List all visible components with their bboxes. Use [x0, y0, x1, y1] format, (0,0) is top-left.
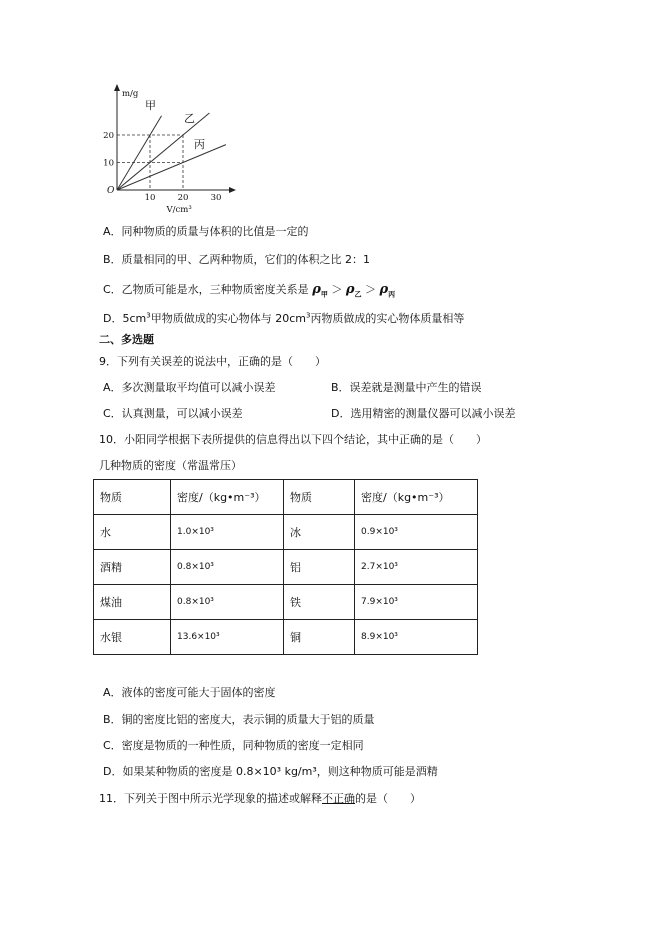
x-axis-arrow: [229, 187, 236, 193]
table-cell: 0.8×10³: [171, 550, 284, 585]
rho-bing: $\rho_丙$: [379, 282, 396, 299]
superscript-3: 3: [305, 311, 311, 320]
superscript-3: 3: [146, 311, 151, 320]
q9-option-b[interactable]: B．误差就是测量中产生的错误: [331, 381, 482, 394]
origin-label: O: [107, 186, 115, 196]
q8-option-c-text: C．乙物质可能是水，三种物质密度关系是: [103, 283, 309, 296]
table-row: [94, 550, 478, 585]
q11-stem-end: 的是（ ）: [355, 792, 421, 805]
q9-option-d[interactable]: D．选用精密的测量仪器可以减小误差: [331, 407, 516, 420]
x-tick-label: 10: [144, 193, 156, 203]
q8-option-b[interactable]: B．质量相同的甲、乙两种物质，它们的体积之比 2：1: [103, 253, 371, 266]
table-cell: 7.9×10³: [355, 585, 478, 620]
header-cell: 密度/（kg•m⁻³）: [171, 480, 284, 515]
q9-option-c[interactable]: C．认真测量，可以减小误差: [103, 407, 243, 420]
y-axis-label: m/g: [122, 89, 139, 99]
header-cell: 物质: [284, 480, 355, 515]
header-cell: 密度/（kg•m⁻³）: [355, 480, 478, 515]
q9-stem: 9．下列有关误差的说法中，正确的是（ ）: [99, 355, 326, 368]
q11-stem-underlined: 不正确: [322, 792, 355, 805]
graph-lines: [117, 113, 226, 190]
header-cell: 物质: [94, 480, 171, 515]
table-cell: 8.9×10³: [355, 620, 478, 655]
table-header-row: [94, 480, 478, 515]
q10-option-d[interactable]: D．如果某种物质的密度是 0.8×10³ kg/m³，则这种物质可能是酒精: [103, 765, 438, 778]
q8-option-d-part3: 丙物质做成的实心物体质量相等: [310, 312, 465, 325]
table-cell: 2.7×10³: [355, 550, 478, 585]
table-cell: 水: [94, 515, 171, 550]
q10-stem: 10．小阳同学根据下表所提供的信息得出以下四个结论，其中正确的是（ ）: [99, 433, 487, 446]
q10-option-b[interactable]: B．铜的密度比铝的密度大，表示铜的质量大于铝的质量: [103, 713, 375, 726]
q8-option-d-part2: 甲物质做成的实心物体与 20cm: [150, 312, 306, 325]
rho-yi: $\rho_乙$: [345, 282, 362, 299]
q9-option-a[interactable]: A．多次测量取平均值可以减小误差: [103, 381, 276, 394]
table-row: [94, 515, 478, 550]
q8-option-d[interactable]: [103, 312, 464, 326]
greater-than: ＞: [365, 283, 376, 296]
table-row: [94, 585, 478, 620]
table-cell: 铝: [284, 550, 355, 585]
table-cell: 酒精: [94, 550, 171, 585]
table-caption: 几种物质的密度（常温常压）: [99, 459, 242, 472]
table-cell: 煤油: [94, 585, 171, 620]
section-title: 二、多选题: [99, 333, 154, 346]
q8-option-c[interactable]: [103, 283, 395, 302]
q10-option-c[interactable]: C．密度是物质的一种性质，同种物质的密度一定相同: [103, 739, 364, 752]
series-label: 甲: [145, 99, 156, 112]
table-row: [94, 620, 478, 655]
table-cell: 1.0×10³: [171, 515, 284, 550]
y-axis-arrow: [114, 84, 120, 91]
q11-stem: [99, 792, 421, 806]
greater-than: ＞: [331, 283, 343, 296]
rho-jia: $\rho_甲$: [312, 282, 328, 299]
table-cell: 0.9×10³: [355, 515, 478, 550]
table-cell: 铜: [284, 620, 355, 655]
series-line: [117, 113, 209, 190]
q8-option-a[interactable]: A．同种物质的质量与体积的比值是一定的: [103, 225, 309, 238]
series-label: 乙: [184, 112, 195, 125]
mass-volume-graph: [100, 82, 250, 222]
x-tick-label: 30: [210, 193, 222, 203]
y-tick-label: 20: [103, 131, 114, 141]
q8-option-d-part1: D．5cm: [103, 312, 147, 325]
q10-option-a[interactable]: A．液体的密度可能大于固体的密度: [103, 686, 276, 699]
x-axis-label: V/cm³: [166, 205, 192, 215]
q11-stem-text: 11．下列关于图中所示光学现象的描述或解释: [99, 792, 322, 805]
series-line: [117, 116, 162, 190]
density-table: [93, 479, 478, 655]
series-line: [117, 145, 226, 190]
table-cell: 13.6×10³: [171, 620, 284, 655]
x-tick-label: 20: [177, 193, 189, 203]
table-cell: 水银: [94, 620, 171, 655]
table-cell: 0.8×10³: [171, 585, 284, 620]
series-label: 丙: [194, 138, 205, 151]
y-tick-label: 10: [103, 158, 114, 169]
table-cell: 冰: [284, 515, 355, 550]
table-cell: 铁: [284, 585, 355, 620]
